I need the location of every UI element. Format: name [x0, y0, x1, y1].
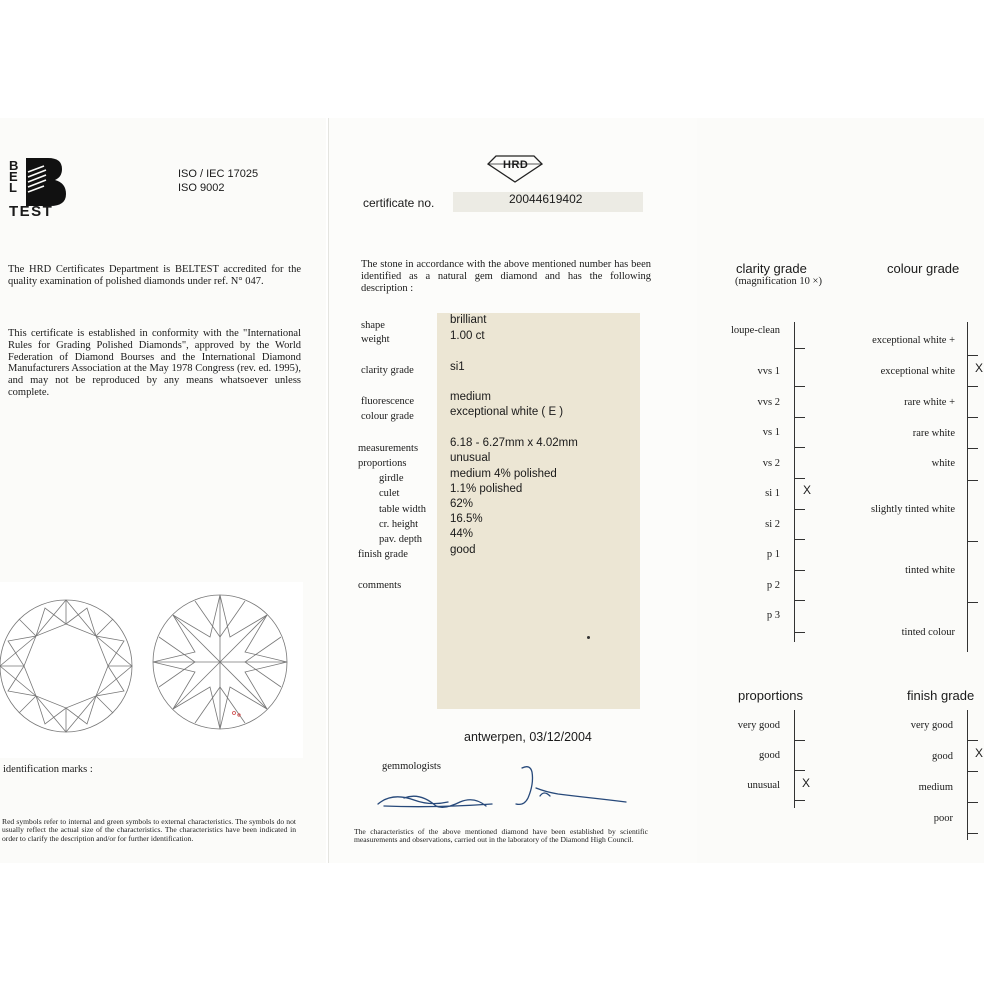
finish-label-good: good [932, 751, 953, 762]
finish-scale-line [967, 710, 968, 840]
colour-grade-title: colour grade [887, 261, 960, 276]
colour-selected-mark: X [975, 361, 984, 375]
value-colour-grade: exceptional white ( E ) [450, 406, 564, 418]
clarity-label-vs1: vs 1 [762, 427, 780, 438]
clarity-label-p3: p 3 [766, 610, 780, 621]
label-table-width: table width [379, 504, 426, 515]
label-proportions: proportions [358, 458, 407, 469]
finish-label-medium: medium [918, 782, 953, 793]
value-finish-grade: good [450, 544, 476, 556]
clarity-label-p1: p 1 [766, 549, 780, 560]
value-fluorescence: medium [450, 391, 491, 403]
certificate-footer-text: The characteristics of the above mentioned diamond have been established by scientific measurements and observations, carried out in the laboratory of the Diamond High Council. [354, 827, 648, 845]
value-culet: 1.1% polished [450, 483, 523, 495]
clarity-label-vvs2: vvs 2 [757, 397, 780, 408]
value-girdle: medium 4% polished [450, 468, 557, 480]
shade-speck [587, 636, 590, 639]
label-girdle: girdle [379, 473, 404, 484]
gemmologist-signatures [374, 762, 636, 814]
label-finish-grade: finish grade [358, 549, 408, 560]
value-proportions: unusual [450, 452, 491, 464]
beltest-logo-word: TEST [9, 203, 54, 220]
gemmologists-label: gemmologists [382, 761, 441, 772]
beltest-b-emblem-icon [22, 156, 68, 208]
proportions-label-good: good [759, 750, 780, 761]
finish-selected-mark: X [975, 746, 984, 760]
colour-label-exceptional-white: exceptional white [880, 366, 955, 377]
clarity-selected-mark: X [803, 483, 812, 497]
value-weight: 1.00 ct [450, 330, 485, 342]
logo-letter-b: B [9, 158, 19, 173]
proportions-label-unusual: unusual [747, 780, 780, 791]
label-comments: comments [358, 580, 402, 591]
finish-label-very-good: very good [910, 720, 953, 731]
symbols-footnote: Red symbols refer to internal and green symbols to external characteristics. The symbols do not usually reflect the actual size of the characteristics. The characteristics have been indicated in order to clarify the description and/or for further identification. [2, 817, 296, 843]
iso-line-2: ISO 9002 [178, 182, 225, 194]
value-table-width: 62% [450, 498, 474, 510]
description-shaded-box [437, 313, 640, 709]
place-and-date: antwerpen, 03/12/2004 [464, 730, 592, 744]
colour-label-rare-white-plus: rare white + [904, 397, 955, 408]
proportions-selected-mark: X [802, 776, 811, 790]
value-shape: brilliant [450, 314, 487, 326]
logo-letter-l: L [9, 180, 17, 195]
certificate-intro-text: The stone in accordance with the above mentioned number has been identified as a natural gem diamond and has the following description : [361, 259, 651, 294]
iso-block [178, 167, 258, 195]
proportions-label-very-good: very good [737, 720, 780, 731]
identification-marks-label: identification marks : [3, 764, 93, 775]
clarity-magnification-note: (magnification 10 ×) [735, 276, 822, 287]
colour-label-white: white [931, 458, 955, 469]
proportions-title: proportions [738, 688, 804, 703]
colour-label-slightly-tinted-white: slightly tinted white [871, 504, 955, 515]
label-pavilion-depth: pav. depth [379, 534, 423, 545]
value-clarity-grade: si1 [450, 361, 465, 373]
colour-label-exceptional-white-plus: exceptional white + [872, 335, 955, 346]
label-clarity-grade: clarity grade [361, 365, 414, 376]
label-culet: culet [379, 488, 400, 499]
certificate-number-label: certificate no. [363, 196, 435, 210]
label-shape: shape [361, 320, 385, 331]
certificate-number: 20044619402 [509, 192, 583, 206]
iso-line-1: ISO / IEC 17025 [178, 168, 259, 180]
hrd-logo-text: HRD [503, 159, 529, 171]
conformity-text: This certificate is established in conformity with the "International Rules for Grading Polished Diamonds", approved by the World Federation of Diamond Bourses and the International Diamond Manufacturers Association at the May 1978 Congress (rev. ed. 1995), and may not be reproduced by any means whatsoever unless complete. [8, 328, 301, 398]
colour-label-tinted-white: tinted white [905, 565, 955, 576]
label-crown-height: cr. height [379, 519, 419, 530]
clarity-label-vvs1: vvs 1 [757, 366, 780, 377]
clarity-label-vs2: vs 2 [762, 458, 780, 469]
logo-letter-e: E [9, 169, 18, 184]
value-pavilion-depth: 44% [450, 528, 474, 540]
finish-grade-title: finish grade [907, 688, 975, 703]
beltest-logo [9, 160, 18, 193]
proportions-scale-line [794, 710, 795, 808]
label-measurements: measurements [358, 443, 419, 454]
pavilion-view-diagram [150, 592, 290, 732]
colour-label-rare-white: rare white [912, 428, 955, 439]
label-weight: weight [361, 334, 390, 345]
colour-label-tinted-colour: tinted colour [901, 627, 955, 638]
label-colour-grade: colour grade [361, 411, 414, 422]
clarity-label-loupe-clean: loupe-clean [731, 325, 780, 336]
value-crown-height: 16.5% [450, 513, 483, 525]
crown-view-diagram [0, 596, 140, 736]
finish-label-poor: poor [933, 813, 953, 824]
label-fluorescence: fluorescence [361, 396, 415, 407]
clarity-scale-line [794, 322, 795, 642]
clarity-label-si2: si 2 [765, 519, 780, 530]
accreditation-text: The HRD Certificates Department is BELTEST accredited for the quality examination of polished diamonds under ref. N° 047. [8, 264, 301, 287]
clarity-label-si1: si 1 [765, 488, 780, 499]
clarity-grade-title: clarity grade [736, 261, 807, 276]
clarity-label-p2: p 2 [766, 580, 780, 591]
value-measurements: 6.18 - 6.27mm x 4.02mm [450, 437, 578, 449]
